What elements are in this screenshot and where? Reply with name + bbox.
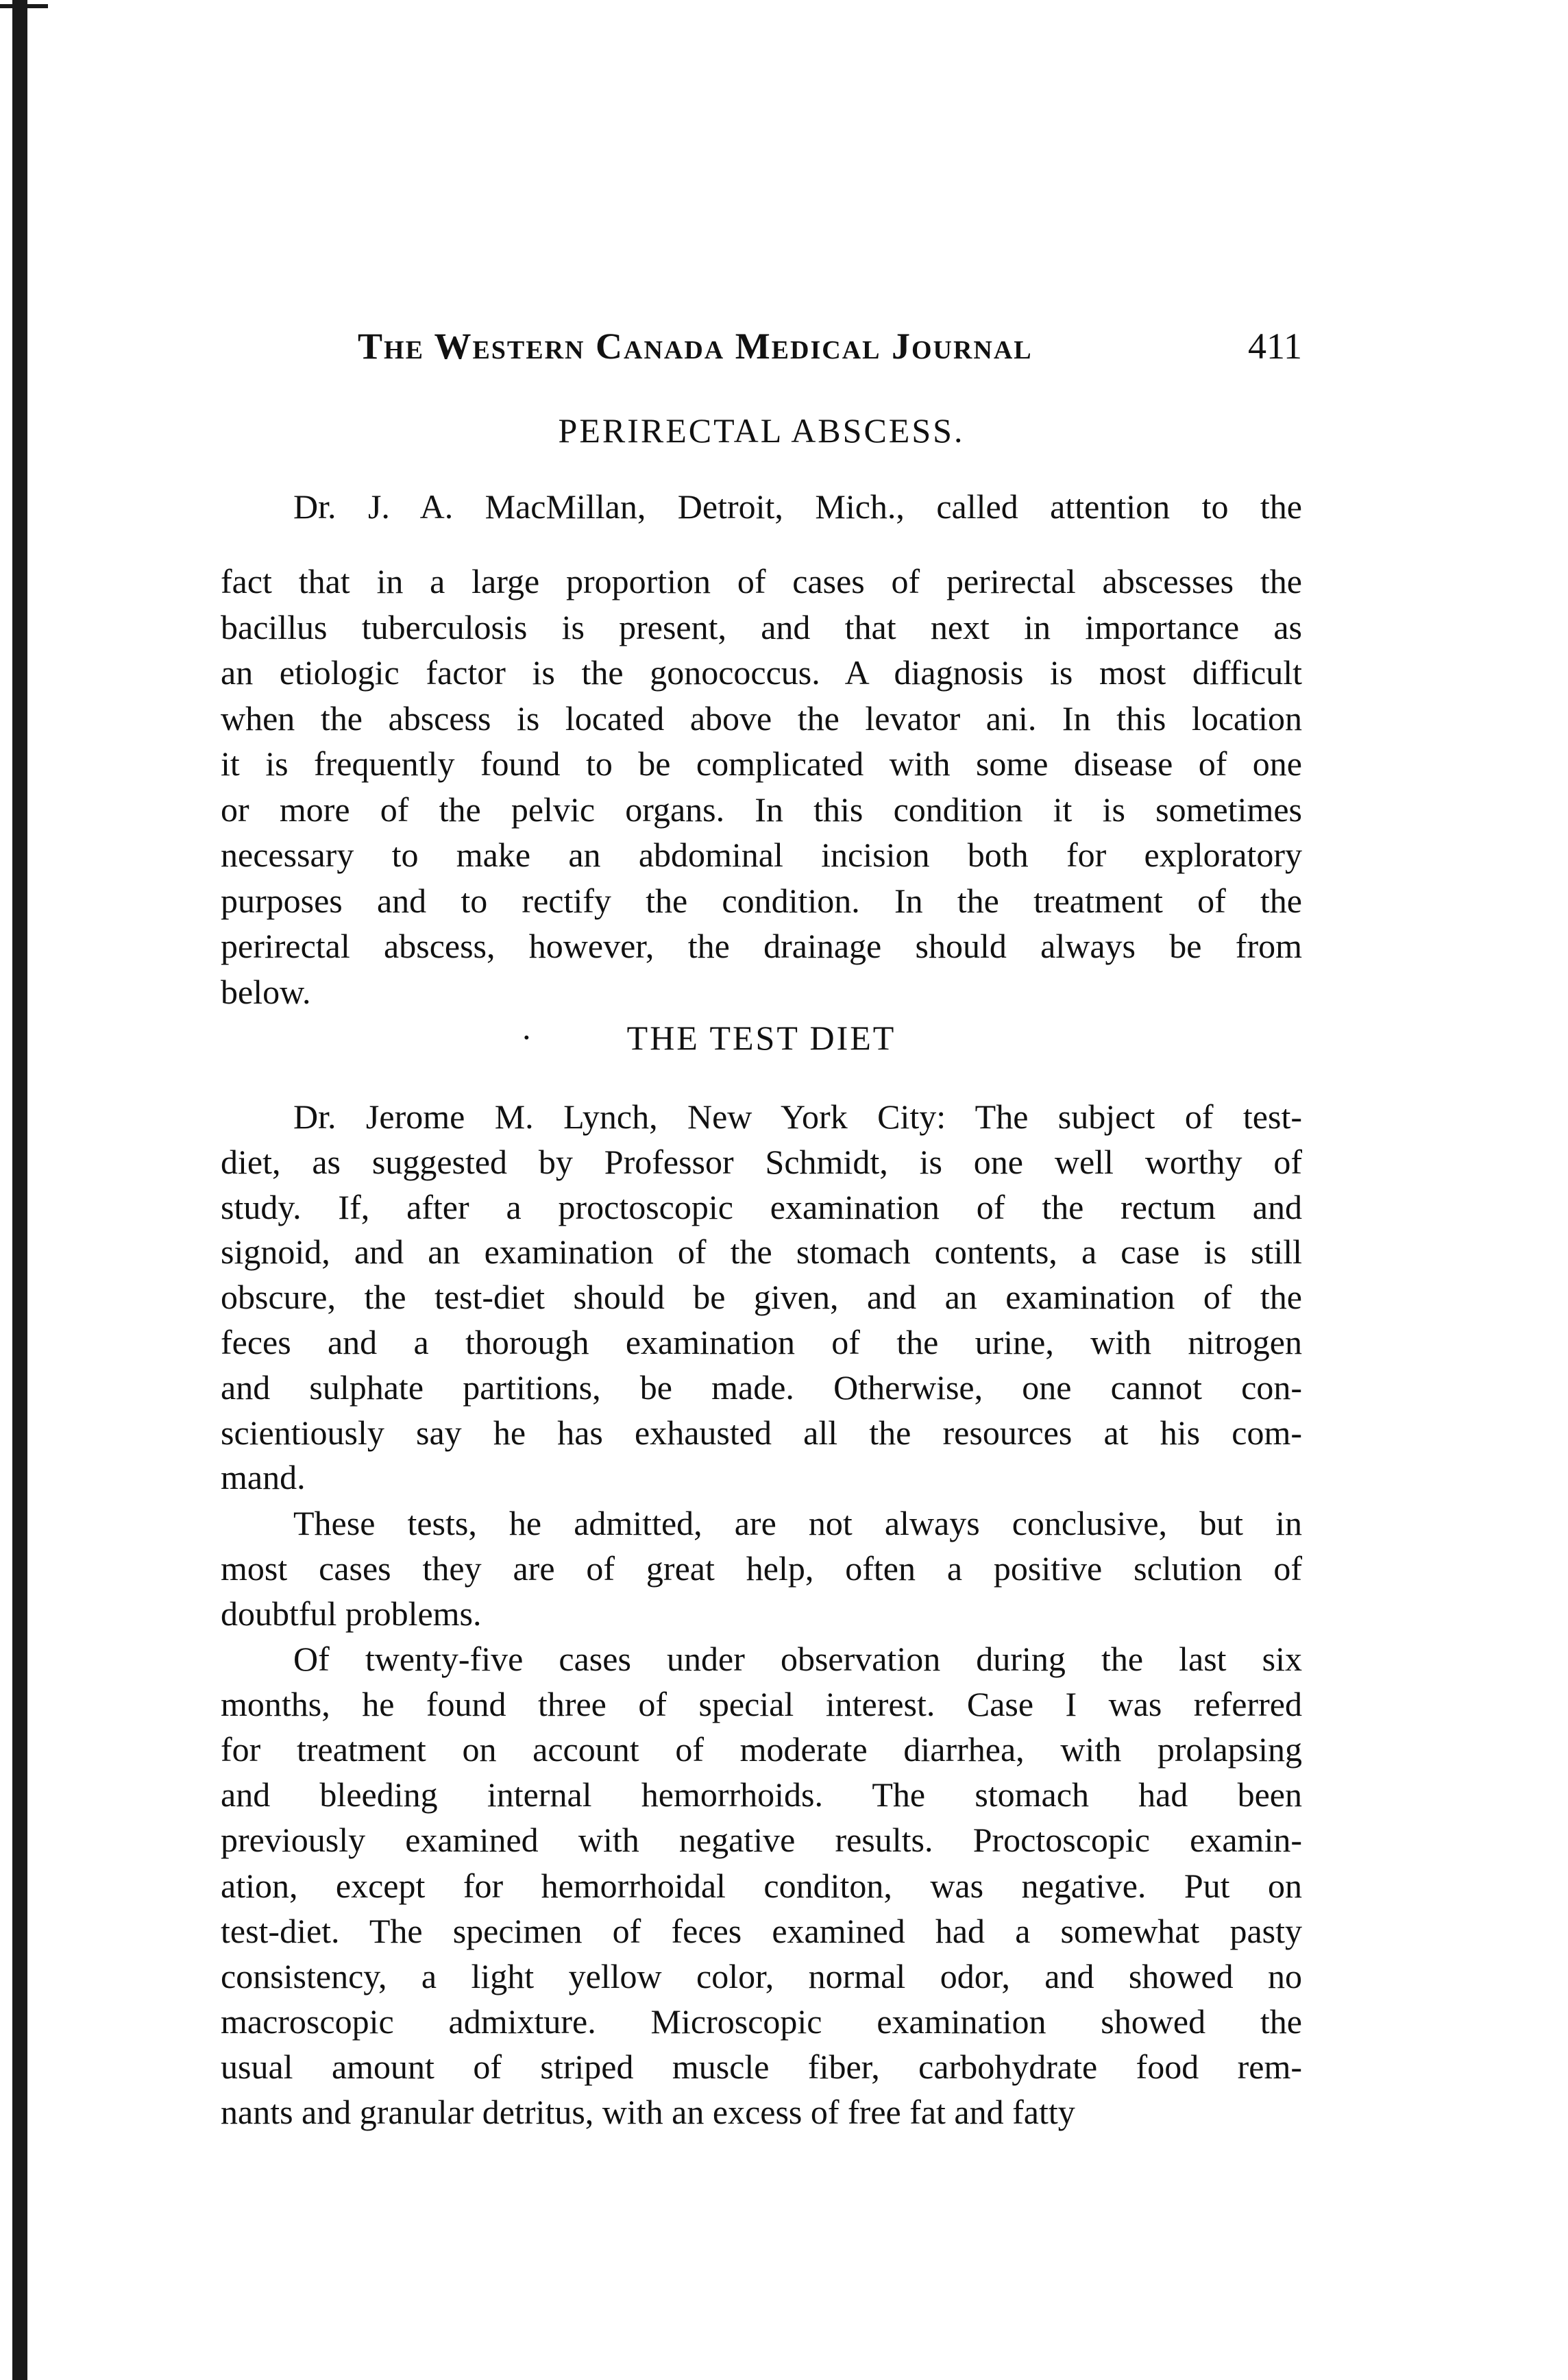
text-line: it is frequently found to be complicated with some disease of one	[221, 744, 1302, 783]
text-line: These tests, he admitted, are not always conclusive, but in	[293, 1504, 1302, 1542]
text-line: macroscopic admixture. Microscopic examination showed the	[221, 2002, 1302, 2041]
text-line: previously examined with negative results. Proctoscopic examin-	[221, 1821, 1302, 1860]
section-title-test-diet: THE TEST DIET	[626, 1019, 896, 1057]
text-line: bacillus tuberculosis is present, and that next in importance as	[221, 607, 1302, 646]
text-line: Dr. Jerome M. Lynch, New York City: The subject of test-	[293, 1097, 1302, 1136]
text-line: doubtful problems.	[221, 1594, 482, 1633]
text-line: necessary to make an abdominal incision both for exploratory	[221, 836, 1302, 874]
text-line: or more of the pelvic organs. In this condition it is sometimes	[221, 790, 1302, 829]
text-line: for treatment on account of moderate diarrhea, with prolapsing	[221, 1730, 1302, 1769]
text-line: an etiologic factor is the gonococcus. A diagnosis is most difficult	[221, 653, 1302, 692]
stray-mark: ·	[521, 1018, 532, 1056]
text-line: months, he found three of special interest. Case I was referred	[221, 1685, 1302, 1724]
text-line: test-diet. The specimen of feces examined had a somewhat pasty	[221, 1911, 1302, 1950]
text-line: and sulphate partitions, be made. Otherwise, one cannot con-	[221, 1368, 1302, 1407]
section-title-perirectal-abscess: PERIRECTAL ABSCESS.	[558, 411, 965, 450]
text-line: fact that in a large proportion of cases of perirectal abscesses the	[221, 562, 1302, 600]
text-line: feces and a thorough examination of the urine, with nitrogen	[221, 1323, 1302, 1361]
text-line: when the abscess is located above the levator ani. In this location	[221, 699, 1302, 738]
page-number: 411	[1248, 326, 1302, 367]
text-line: most cases they are of great help, often a positive sclution of	[221, 1549, 1302, 1588]
text-line: obscure, the test-diet should be given, and an examination of the	[221, 1278, 1302, 1317]
text-line: and bleeding internal hemorrhoids. The stomach had been	[221, 1775, 1302, 1814]
text-line: nants and granular detritus, with an excess of free fat and fatty	[221, 2093, 1075, 2131]
text-line: consistency, a light yellow color, normal odor, and showed no	[221, 1956, 1302, 1995]
text-line: ation, except for hemorrhoidal conditon, was negative. Put on	[221, 1866, 1302, 1905]
text-line: diet, as suggested by Professor Schmidt, is one well worthy of	[221, 1142, 1302, 1181]
text-line: scientiously say he has exhausted all the resources at his com-	[221, 1413, 1302, 1452]
text-line: Dr. J. A. MacMillan, Detroit, Mich., called attention to the	[293, 487, 1302, 526]
text-line: usual amount of striped muscle fiber, carbohydrate food rem-	[221, 2047, 1302, 2086]
running-header	[221, 322, 1302, 370]
text-line: below.	[221, 972, 311, 1011]
text-line: study. If, after a proctoscopic examination of the rectum and	[221, 1187, 1302, 1226]
text-line: Of twenty-five cases under observation during the last six	[293, 1640, 1302, 1678]
scan-binding-edge	[12, 0, 27, 2380]
journal-title: The Western Canada Medical Journal	[358, 326, 1033, 367]
scan-binding-mark	[0, 4, 48, 8]
text-line: signoid, and an examination of the stomach contents, a case is still	[221, 1232, 1302, 1272]
text-line: purposes and to rectify the condition. In the treatment of the	[221, 881, 1302, 920]
text-line: mand.	[221, 1458, 306, 1497]
text-line: perirectal abscess, however, the drainage should always be from	[221, 927, 1302, 965]
